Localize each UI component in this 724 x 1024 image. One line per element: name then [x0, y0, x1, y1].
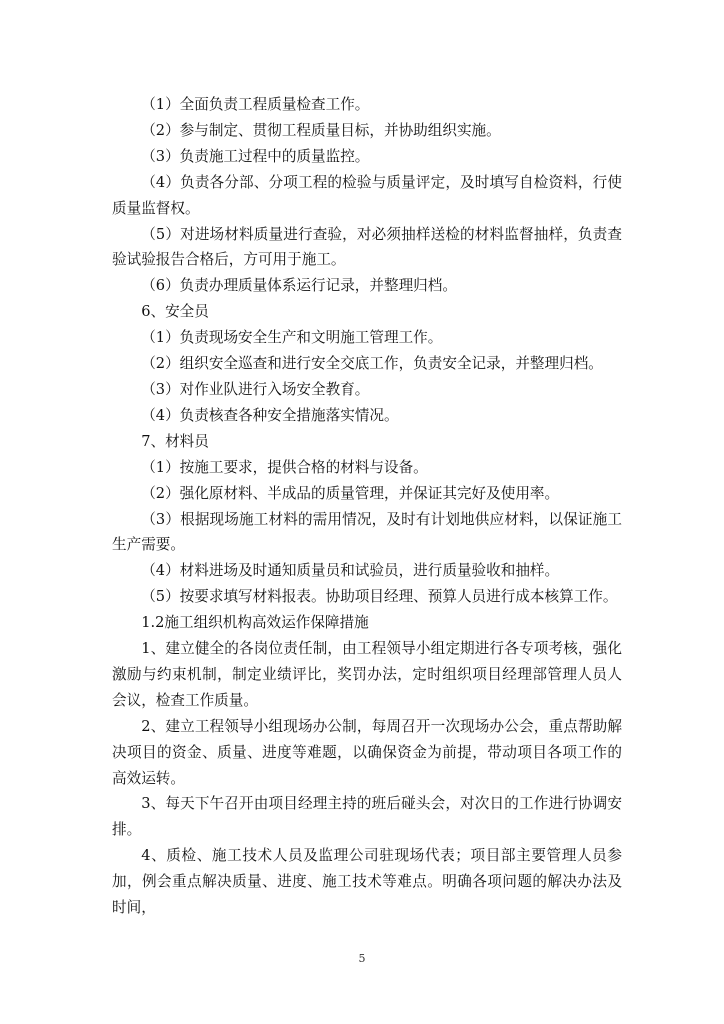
page-number: 5	[358, 952, 366, 965]
document-body	[112, 92, 622, 921]
section-heading-safety-officer: 6、安全员	[141, 303, 209, 321]
paragraph: 4、质检、施工技术人员及监理公司驻现场代表；项目部主要管理人员参加，例会重点解决质量、进度、施工技术等难点。明确各项问题的解决办法及时间，	[112, 847, 622, 917]
paragraph: （4）负责核查各种安全措施落实情况。	[141, 406, 399, 424]
paragraph: 1、建立健全的各岗位责任制，由工程领导小组定期进行各专项考核，强化激励与约束机制，制定业绩评比，奖罚办法，定时组织项目经理部管理人员人会议，检查工作质量。	[112, 640, 622, 709]
section-heading-materials-officer: 7、材料员	[141, 432, 209, 450]
paragraph: （4）材料进场及时通知质量员和试验员，进行质量验收和抽样。	[141, 562, 560, 580]
paragraph: （1）按施工要求，提供合格的材料与设备。	[141, 458, 428, 476]
section-heading-1-2: 1.2施工组织机构高效运作保障措施	[141, 614, 369, 632]
paragraph: （2）组织安全巡查和进行安全交底工作，负责安全记录，并整理归档。	[141, 355, 603, 373]
paragraph: （4）负责各分部、分项工程的检验与质量评定，及时填写自检资料，行使质量监督权。	[112, 173, 622, 217]
paragraph: 3、每天下午召开由项目经理主持的班后碰头会，对次日的工作进行协调安排。	[112, 795, 622, 839]
paragraph: （3）负责施工过程中的质量监控。	[141, 147, 370, 165]
paragraph: 2、建立工程领导小组现场办公制，每周召开一次现场办公会，重点帮助解决项目的资金、质量、进度等难题，以确保资金为前提，带动项目各项工作的高效运转。	[112, 717, 622, 787]
paragraph: （3）根据现场施工材料的需用情况，及时有计划地供应材料，以保证施工生产需要。	[112, 510, 622, 554]
paragraph: （1）负责现场安全生产和文明施工管理工作。	[141, 329, 443, 347]
paragraph: （2）参与制定、贯彻工程质量目标，并协助组织实施。	[141, 121, 501, 139]
paragraph: （5）按要求填写材料报表。协助项目经理、预算人员进行成本核算工作。	[141, 588, 618, 606]
paragraph: （5）对进场材料质量进行查验，对必须抽样送检的材料监督抽样，负责查验试验报告合格后，方可用于施工。	[112, 225, 622, 269]
paragraph: （3）对作业队进行入场安全教育。	[141, 380, 370, 398]
paragraph: （2）强化原材料、半成品的质量管理，并保证其完好及使用率。	[141, 484, 560, 502]
paragraph: （1）全面负责工程质量检查工作。	[141, 96, 370, 113]
paragraph: （6）负责办理质量体系运行记录，并整理归档。	[141, 277, 457, 295]
